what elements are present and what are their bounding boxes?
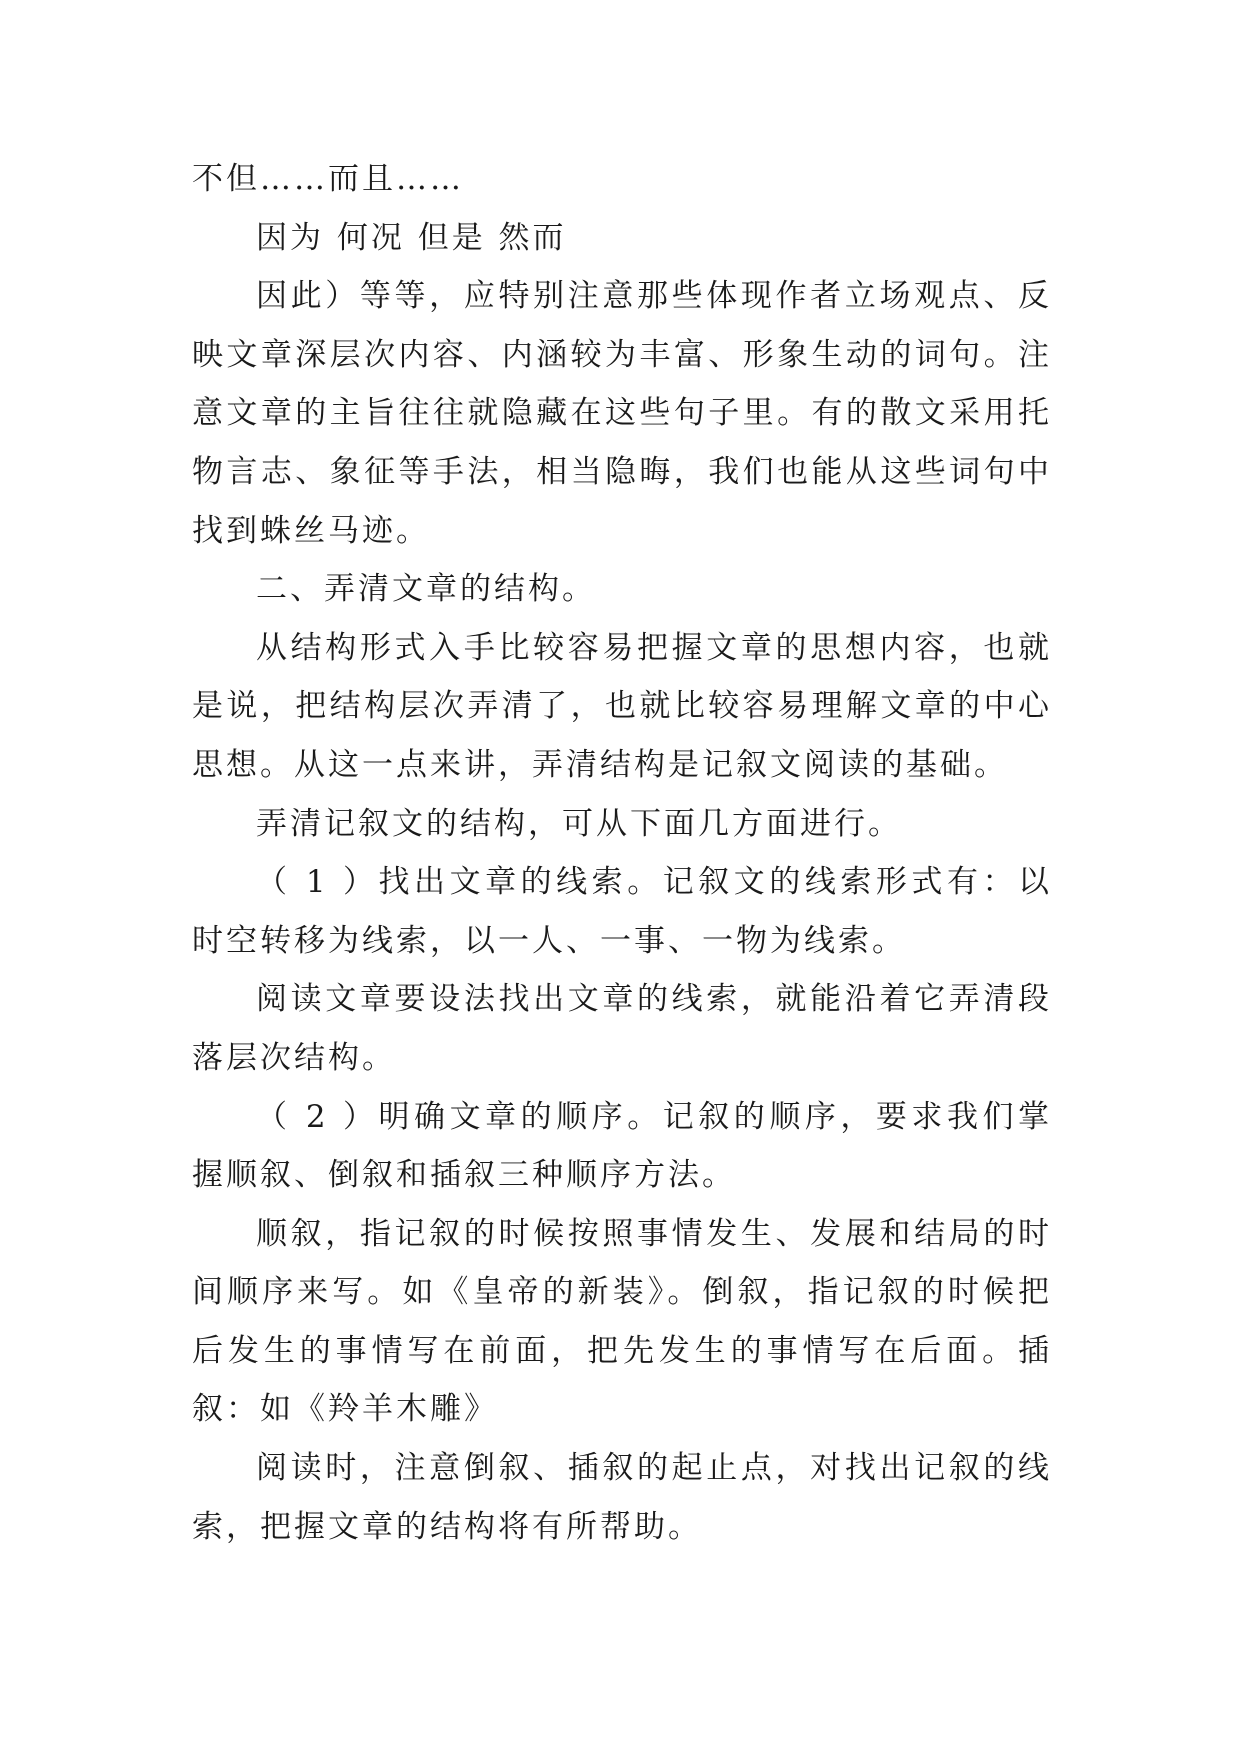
paragraph-1: 不但……而且…… (192, 161, 464, 197)
paragraph-2: 因为 何况 但是 然而 (256, 219, 567, 256)
paragraph-3: 因此）等等，应特别注意那些体现作者立场观点、反映文章深层次内容、内涵较为丰富、形象生动的词句。注意文章的主旨往往就隐藏在这些句子里。有的散文采用托物言志、象征等手法，相当隐晦，我们也能从这些词句中找到蛛丝马迹。 (192, 278, 1052, 549)
paragraph-6: 弄清记叙文的结构，可从下面几方面进行。 (256, 805, 902, 842)
paragraph-8: 阅读文章要设法找出文章的线索，就能沿着它弄清段落层次结构。 (192, 981, 1052, 1076)
paragraph-10: 顺叙，指记叙的时候按照事情发生、发展和结局的时间顺序来写。如《皇帝的新装》。倒叙，指记叙的时候把后发生的事情写在前面，把先发生的事情写在后面。插叙：如《羚羊木雕》 (192, 1215, 1052, 1428)
paragraph-7: （ 1 ）找出文章的线索。记叙文的线索形式有：以时空转移为线索，以一人、一事、一物为线索。 (192, 864, 1052, 959)
paragraph-11: 阅读时，注意倒叙、插叙的起止点，对找出记叙的线索，把握文章的结构将有所帮助。 (192, 1450, 1052, 1545)
paragraph-9: （ 2 ）明确文章的顺序。记叙的顺序，要求我们掌握顺叙、倒叙和插叙三种顺序方法。 (192, 1098, 1052, 1194)
body-text (192, 150, 1052, 1556)
section-heading-structure: 二、弄清文章的结构。 (256, 571, 596, 608)
paragraph-5: 从结构形式入手比较容易把握文章的思想内容，也就是说，把结构层次弄清了，也就比较容易理解文章的中心思想。从这一点来讲，弄清结构是记叙文阅读的基础。 (192, 629, 1052, 783)
